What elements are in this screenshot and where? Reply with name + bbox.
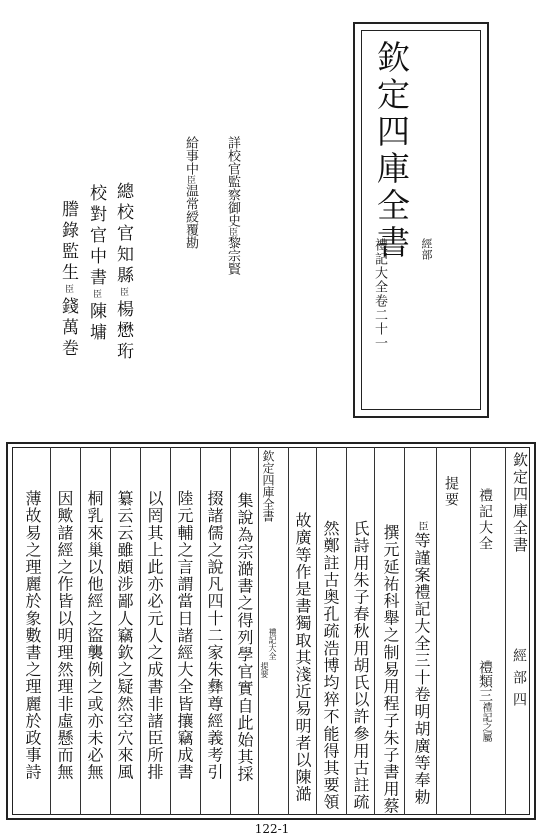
column-rule	[140, 447, 141, 815]
credit-5-name: 錢萬巻	[58, 297, 78, 360]
column-rule	[346, 447, 347, 815]
header-section: 經部四	[511, 648, 527, 714]
text-column-9: 以罔其上此亦必元人之成書非諸臣所排	[145, 490, 164, 781]
credit-1-mark: 臣	[227, 227, 237, 236]
credit-5	[59, 200, 76, 360]
text-column-5: 故廣等作是書獨取其淺近易明者以陳澔	[293, 512, 312, 803]
credit-3-name: 楊懋珩	[113, 300, 133, 363]
subject-mark: 臣	[416, 521, 427, 533]
text-column-1	[413, 521, 429, 806]
header-title: 欽定四庫全書	[511, 452, 529, 554]
text-line: 等謹案禮記大全三十卷明胡廣等奉勅	[412, 532, 431, 806]
summary-heading: 提要	[443, 476, 459, 508]
column-rule	[80, 447, 81, 815]
credit-5-mark: 臣	[63, 284, 73, 297]
credit-2-name: 温常綬覆勘	[183, 184, 198, 249]
credit-4-name: 陳墉	[86, 302, 106, 344]
column-rule	[200, 447, 201, 815]
header-classification-note: 禮記之屬	[480, 702, 491, 742]
column-rule	[50, 447, 51, 815]
column-rule	[288, 447, 289, 815]
text-column-10: 纂云云雖頗涉鄙人竊欽之疑然空穴來風	[115, 490, 134, 781]
text-column-3: 氏詩用朱子春秋用胡氏以許參用古註疏	[351, 520, 370, 811]
column-rule	[110, 447, 111, 815]
column-rule	[170, 447, 171, 815]
text-column-11: 桐乳來巢以他經之盜襲例之或亦未必無	[85, 490, 104, 781]
credit-3	[114, 182, 131, 363]
credit-1-role: 詳校官監察御史	[225, 136, 240, 227]
credit-5-role: 謄錄監生	[58, 200, 78, 284]
margin-book: 禮記大全	[268, 628, 277, 660]
credit-2-role: 給事中	[183, 136, 198, 175]
column-rule	[316, 447, 317, 815]
credit-4-role: 校對官中書	[86, 184, 106, 289]
credit-1	[226, 136, 239, 275]
text-column-13: 薄故易之理麗於象數書之理麗於政事詩	[23, 490, 42, 781]
credit-3-role: 總校官知縣	[113, 182, 133, 287]
text-column-7: 掇諸儒之說凡四十二家朱彝尊經義考引	[205, 490, 224, 781]
text-column-6: 集說為宗澔書之得列學官實自此始其採	[235, 492, 254, 783]
text-column-4: 然鄭註古奥孔疏浩博均猝不能得其要領	[321, 520, 340, 811]
margin-title: 欽定四庫全書	[261, 450, 275, 522]
credit-3-mark: 臣	[118, 287, 128, 300]
column-rule	[505, 447, 506, 815]
column-rule	[404, 447, 405, 815]
margin-section: 提要	[260, 662, 269, 678]
credit-4-mark: 臣	[91, 289, 101, 302]
cover-volume: 禮記大全卷二十一	[372, 238, 387, 350]
text-column-2: 撰元延祐科舉之制易用程子朱子書用蔡	[381, 524, 400, 815]
credit-4	[87, 184, 104, 344]
header-book: 禮記大全	[477, 488, 493, 552]
column-rule	[230, 447, 231, 815]
cover-title: 欽定四庫全書	[372, 40, 411, 262]
cover-category: 經部	[420, 238, 433, 260]
column-rule	[470, 447, 471, 815]
column-rule	[436, 447, 437, 815]
credit-1-name: 黎宗賢	[225, 236, 240, 275]
column-rule	[258, 447, 259, 815]
column-rule	[374, 447, 375, 815]
page-number: 122-1	[254, 822, 290, 836]
text-column-8: 陸元輔之言謂當日諸經大全皆攘竊成書	[175, 490, 194, 781]
text-column-12: 因歟諸經之作皆以明理然理非虛懸而無	[55, 490, 74, 781]
header-classification	[478, 660, 492, 742]
header-classification-label: 禮類三	[477, 660, 493, 702]
credit-2	[184, 136, 197, 249]
credit-2-mark: 臣	[185, 175, 195, 184]
